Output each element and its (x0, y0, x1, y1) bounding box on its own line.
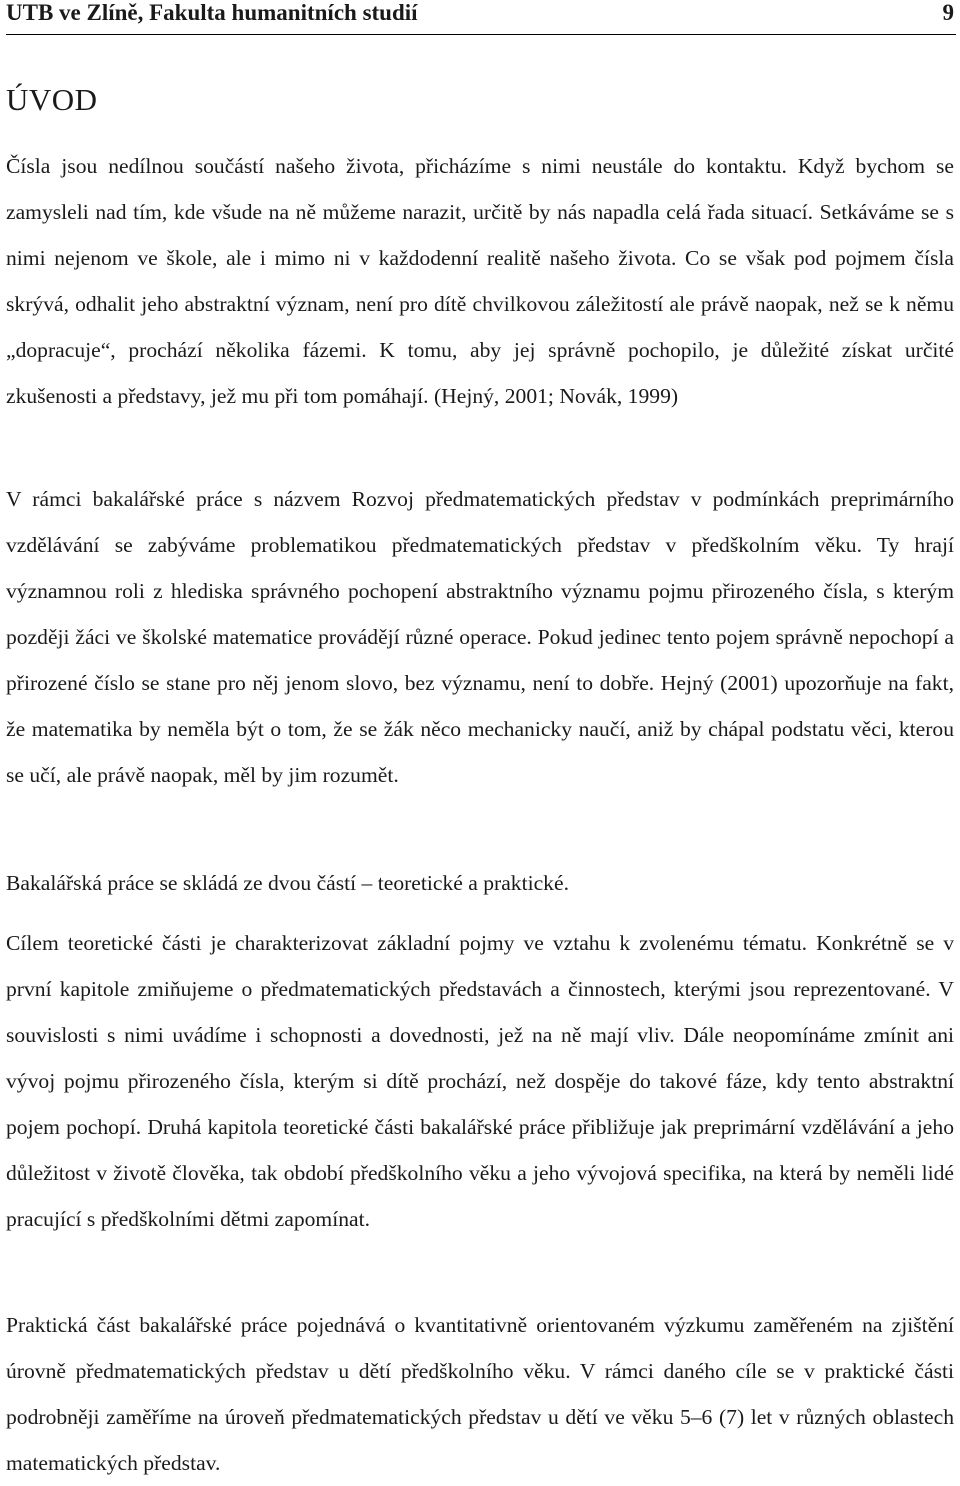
page-number: 9 (942, 0, 954, 25)
paragraph-practical-part: Praktická část bakalářské práce pojednává o kvantitativně orientovaném výzkumu zaměřeném na zjištění úrovně předmatematických představ u dětí předškolního věku. V rámci daného cíle se v praktické části podrobněji zaměříme na úroveň předmatematických představ u dětí ve věku 5–6 (7) let v různých oblastech matematických představ. (6, 1313, 954, 1475)
paragraph-structure: Bakalářská práce se skládá ze dvou částí – teoretické a praktické. (6, 871, 569, 895)
paragraph-thesis-topic: V rámci bakalářské práce s názvem Rozvoj předmatematických představ v podmínkách preprimárního vzdělávání se zabýváme problematikou předmatematických představ v předškolním věku. Ty hrají významnou roli z hlediska správného pochopení abstraktního významu pojmu přirozeného čísla, s kterým později žáci ve školské matematice provádějí různé operace. Pokud jedinec tento pojem správně nepochopí a přirozené číslo se stane pro něj jenom slovo, bez významu, není to dobře. Hejný (2001) upozorňuje na fakt, že matematika by neměla být o tom, že se žák něco mechanicky naučí, aniž by chápal podstatu věci, kterou se učí, ale právě naopak, měl by jim rozumět. (6, 487, 954, 787)
paragraph-theory-part: Cílem teoretické části je charakterizovat základní pojmy ve vztahu k zvolenému tématu. Konkrétně se v první kapitole zmiňujeme o předmatematických představách a činnostech, kterými jsou reprezentované. V souvislosti s nimi uvádíme i schopnosti a dovednosti, jež na ně mají vliv. Dále neopomínáme zmínit ani vývoj pojmu přirozeného čísla, kterým si dítě prochází, než dospěje do takové fáze, kdy tento abstraktní pojem pochopí. Druhá kapitola teoretické části bakalářské práce přibližuje jak preprimární vzdělávání a jeho důležitost v životě člověka, tak období předškolního věku a jeho vývojová specifika, na která by neměli lidé pracující s předškolními dětmi zapomínat. (6, 931, 954, 1231)
page-header (6, 0, 956, 35)
section-heading: ÚVOD (6, 82, 98, 117)
paragraph-intro: Čísla jsou nedílnou součástí našeho života, přicházíme s nimi neustále do kontaktu. Když bychom se zamysleli nad tím, kde všude na ně můžeme narazit, určitě by nás napadla celá řada situací. Setkáváme se s nimi nejenom ve škole, ale i mimo ni v každodenní realitě našeho života. Co se však pod pojmem čísla skrývá, odhalit jeho abstraktní význam, není pro dítě chvilkovou záležitostí ale právě naopak, než se k němu „dopracuje“, prochází několika fázemi. K tomu, aby jej správně pochopilo, je důležité získat určité zkušenosti a představy, jež mu při tom pomáhají. (Hejný, 2001; Novák, 1999) (6, 154, 954, 408)
header-title: UTB ve Zlíně, Fakulta humanitních studií (6, 0, 418, 25)
